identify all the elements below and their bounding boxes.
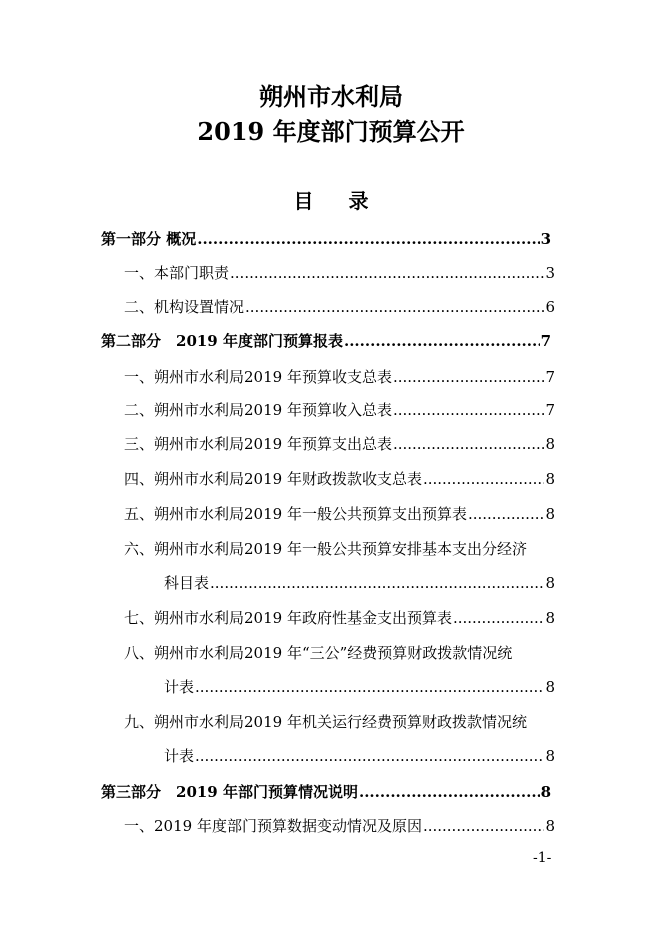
toc-dot-leader [393, 365, 545, 389]
toc-entry-label: 二、朔州市水利局2019 年预算收入总表 [124, 401, 392, 419]
toc-entry-label: 九、朔州市水利局2019 年机关运行经费预算财政拨款情况统 [124, 713, 527, 731]
toc-entry-part3[interactable] [101, 780, 551, 804]
toc-entry-label: 四、朔州市水利局2019 年财政拨款收支总表 [124, 470, 422, 488]
toc-dot-leader [197, 227, 539, 251]
toc-entry-p1-item1[interactable] [124, 261, 555, 285]
toc-page-number: 7 [545, 368, 555, 386]
toc-entry-label: 第一部分 概况 [101, 230, 197, 248]
toc-entry-p3-item1[interactable] [124, 814, 555, 838]
toc-dot-leader [393, 432, 545, 456]
toc-entry-p2-item5[interactable] [124, 502, 555, 526]
toc-dot-leader [195, 744, 544, 768]
toc-entry-label: 第二部分 2019 年度部门预算报表 [101, 332, 343, 350]
toc-page-number: 3 [545, 264, 555, 282]
toc-dot-leader [423, 814, 545, 838]
toc-entry-label: 一、2019 年度部门预算数据变动情况及原因 [124, 817, 422, 835]
toc-entry-label: 五、朔州市水利局2019 年一般公共预算支出预算表 [124, 505, 467, 523]
toc-entry-p2-item6-cont[interactable] [164, 571, 555, 595]
toc-dot-leader [344, 329, 540, 353]
toc-entry-label: 第三部分 2019 年部门预算情况说明 [101, 783, 358, 801]
toc-entry-label-continued: 计表 [164, 747, 195, 765]
toc-dot-leader [423, 467, 545, 491]
toc-entry-part1[interactable] [101, 227, 551, 251]
toc-page-number: 8 [545, 435, 555, 453]
toc-entry-label-continued: 科目表 [164, 574, 210, 592]
toc-entry-label: 一、本部门职责 [124, 264, 230, 282]
toc-entry-p2-item3[interactable] [124, 432, 555, 456]
document-title: 朔州市水利局 [259, 82, 403, 111]
toc-entry-p2-item1[interactable] [124, 365, 555, 389]
toc-entry-label-continued: 计表 [164, 678, 195, 696]
toc-entry-p2-item9[interactable] [124, 710, 574, 734]
toc-dot-leader [468, 502, 545, 526]
toc-entry-label: 八、朔州市水利局2019 年“三公”经费预算财政拨款情况统 [124, 644, 513, 662]
toc-dot-leader [210, 571, 544, 595]
toc-heading: 目 录 [293, 189, 383, 213]
toc-page-number: 8 [545, 678, 555, 696]
toc-entry-label: 二、机构设置情况 [124, 298, 245, 316]
toc-entry-part2[interactable] [101, 329, 551, 353]
toc-page-number: 6 [545, 298, 555, 316]
toc-page-number: 8 [545, 574, 555, 592]
toc-dot-leader [359, 780, 540, 804]
toc-page-number: 3 [540, 230, 551, 248]
toc-page-number: 7 [540, 332, 551, 350]
toc-dot-leader [393, 398, 545, 422]
toc-entry-p2-item6[interactable] [124, 537, 574, 561]
toc-page-number: 8 [545, 817, 555, 835]
toc-entry-label: 三、朔州市水利局2019 年预算支出总表 [124, 435, 392, 453]
toc-entry-p2-item4[interactable] [124, 467, 555, 491]
toc-entry-label: 六、朔州市水利局2019 年一般公共预算安排基本支出分经济 [124, 540, 527, 558]
toc-page-number: 8 [545, 609, 555, 627]
toc-entry-label: 七、朔州市水利局2019 年政府性基金支出预算表 [124, 609, 452, 627]
toc-entry-p2-item9-cont[interactable] [164, 744, 555, 768]
page-number: -1- [533, 850, 552, 866]
toc-entry-p2-item2[interactable] [124, 398, 555, 422]
toc-page-number: 8 [545, 470, 555, 488]
document-subtitle: 2019 年度部门预算公开 [197, 117, 465, 146]
toc-entry-p1-item2[interactable] [124, 295, 555, 319]
toc-entry-label: 一、朔州市水利局2019 年预算收支总表 [124, 368, 392, 386]
toc-page-number: 8 [545, 505, 555, 523]
toc-page-number: 8 [545, 747, 555, 765]
toc-page-number: 7 [545, 401, 555, 419]
toc-dot-leader [245, 295, 544, 319]
toc-dot-leader [195, 675, 544, 699]
toc-page-number: 8 [540, 783, 551, 801]
toc-entry-p2-item8-cont[interactable] [164, 675, 555, 699]
toc-entry-p2-item8[interactable] [124, 641, 574, 665]
toc-entry-p2-item7[interactable] [124, 606, 555, 630]
toc-dot-leader [453, 606, 545, 630]
toc-dot-leader [230, 261, 544, 285]
